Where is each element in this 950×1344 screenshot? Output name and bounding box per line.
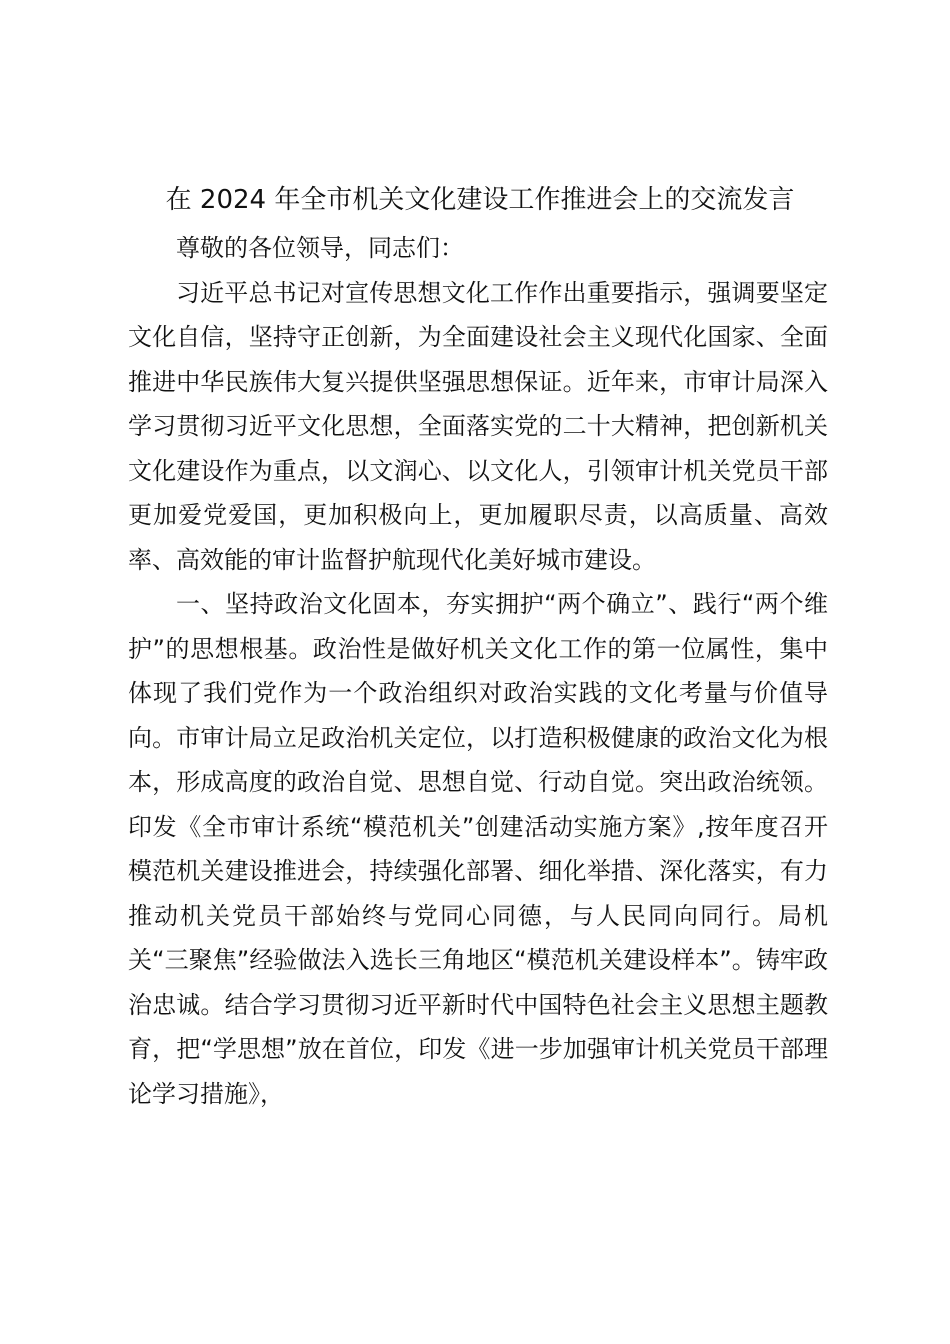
section-one-text: 政治性是做好机关文化工作的第一位属性，集中体现了我们党作为一个政治组织对政治实践的文化考量与价值导向。市审计局立足政治机关定位，以打造积极健康的政治文化为根本，形成高度的政治自觉、思想自觉、行动自觉。突出政治统领。印发《全市审计系统“模范机关”创建活动实施方案》,按年度召开模范机关建设推进会，持续强化部署、细化举措、深化落实，有力推动机关党员干部始终与党同心同德，与人民同向同行。局机关“三聚焦”经验做法入选长三角地区“模范机关建设样本”。铸牢政治忠诚。结合学习贯彻习近平新时代中国特色社会主义思想主题教育，把“学思想”放在首位，印发《进一步加强审计机关党员干部理论学习措施》， [128,634,829,1108]
paragraph-intro-text: 习近平总书记对宣传思想文化工作作出重要指示，强调要坚定文化自信，坚持守正创新，为全面建设社会主义现代化国家、全面推进中华民族伟大复兴提供坚强思想保证。近年来，市审计局深入学习贯彻习近平文化思想，全面落实党的二十大精神，把创新机关文化建设作为重点，以文润心、以文化人，引领审计机关党员干部更加爱党爱国，更加积极向上，更加履职尽责，以高质量、高效率、高效能的审计监督护航现代化美好城市建设。 [128,278,828,574]
paragraph-section-one [128,582,828,1116]
paragraph-intro [128,271,828,583]
salutation: 尊敬的各位领导，同志们： [176,234,464,262]
section-one-heading: 一、坚持政治文化固本，夯实拥护“两个确立”、践行“两个维护”的思想根基。 [128,590,828,663]
document-title: 在 2024 年全市机关文化建设工作推进会上的交流发言 [165,185,795,215]
document-body [128,226,828,1116]
